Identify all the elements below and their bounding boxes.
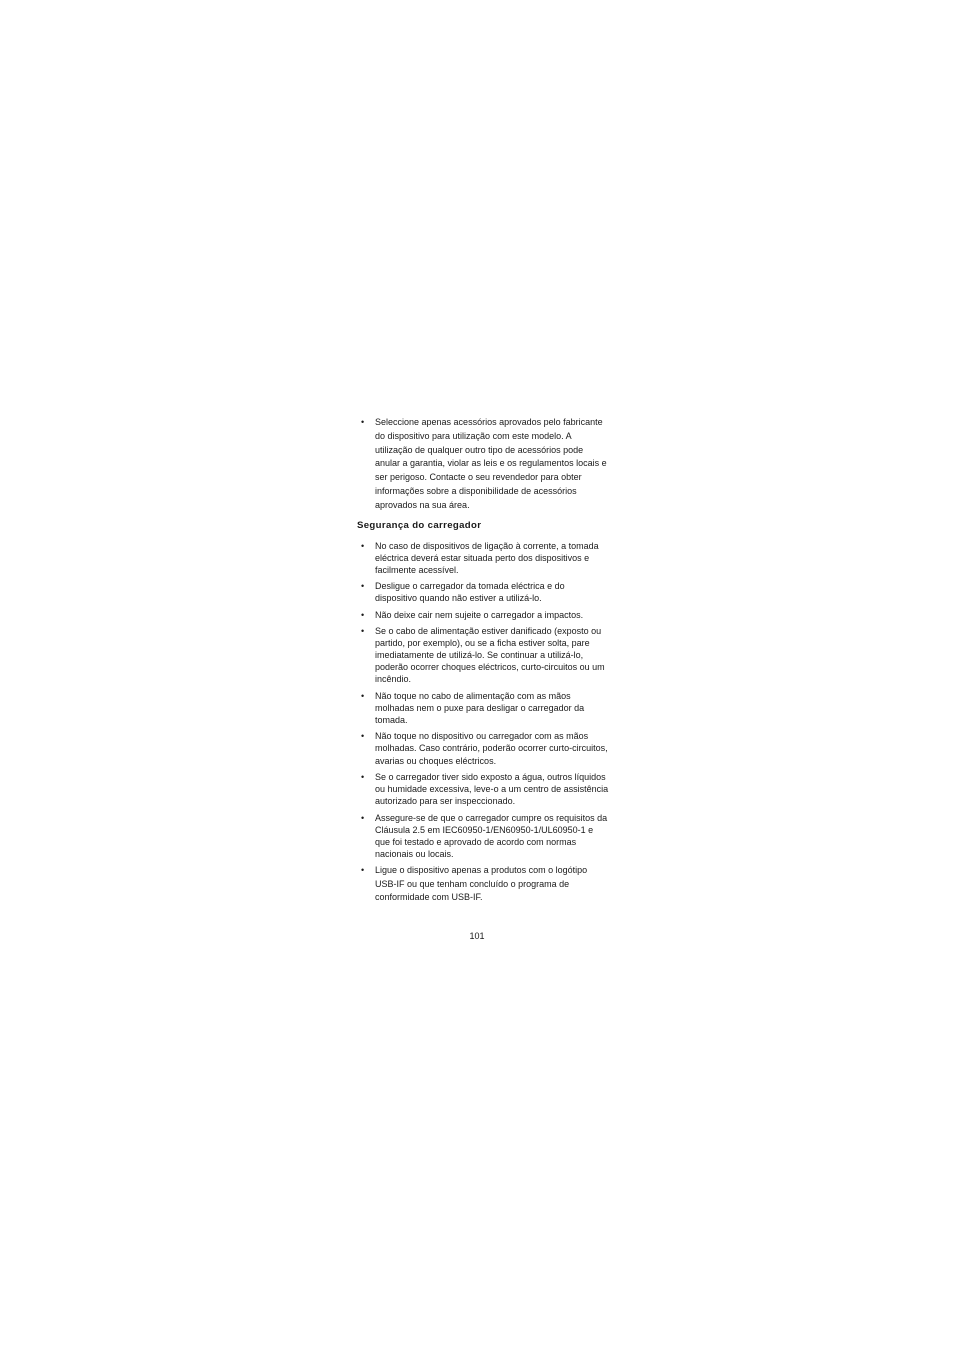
bullet-icon: • [361, 865, 365, 876]
list-item [357, 580, 609, 604]
bullet-icon: • [361, 812, 365, 823]
list-item-text: Não deixe cair nem sujeite o carregador a impactos. [375, 609, 584, 620]
section-heading: Segurança do carregador [357, 519, 482, 531]
list-item [357, 540, 609, 576]
list-item-text: No caso de dispositivos de ligação à corrente, a tomada eléctrica deverá estar situada perto dos dispositivos e facilmente acessível. [375, 540, 599, 575]
page-body [357, 416, 609, 909]
list-item [357, 864, 609, 905]
bullet-icon: • [361, 540, 365, 551]
list-item [357, 609, 609, 621]
bullet-icon: • [361, 609, 365, 620]
charger-safety-list [357, 540, 609, 905]
list-item [357, 771, 609, 807]
list-item-text: Não toque no dispositivo ou carregador com as mãos molhadas. Caso contrário, poderão ocorrer curto-circuitos, avarias ou choques eléctricos. [375, 731, 608, 766]
bullet-icon: • [361, 731, 365, 742]
list-item-text: Ligue o dispositivo apenas a produtos com o logótipo USB-IF ou que tenham concluído o programa de conformidade com USB-IF. [375, 865, 588, 903]
list-item [357, 730, 609, 766]
page-number: 101 [469, 931, 485, 941]
list-item-text: Assegure-se de que o carregador cumpre os requisitos da Cláusula 2.5 em IEC60950-1/EN60950-1/UL60950-1 e que foi testado e aprovado de acordo com normas nacionais ou locais. [375, 812, 608, 859]
bullet-icon: • [361, 690, 365, 701]
bullet-text: Seleccione apenas acessórios aprovados pelo fabricante do dispositivo para utilização com este modelo. A utilização de qualquer outro tipo de acessórios pode anular a garantia, violar as leis e os regulamentos locais e ser perigoso. Contacte o seu revendedor para obter informações sobre a disponibilidade de acessórios aprovados na sua área. [375, 417, 607, 510]
list-item [357, 690, 609, 726]
list-item-text: Desligue o carregador da tomada eléctrica e do dispositivo quando não estiver a utilizá-lo. [375, 581, 565, 604]
list-item [357, 812, 609, 860]
list-item-text: Se o carregador tiver sido exposto a água, outros líquidos ou humidade excessiva, leve-o a um centro de assistência autorizado para ser inspeccionado. [375, 771, 609, 807]
bullet-icon: • [361, 626, 365, 637]
list-item [357, 625, 609, 685]
list-item-text: Não toque no cabo de alimentação com as mãos molhadas nem o puxe para desligar o carregador da tomada. [375, 690, 585, 725]
bullet-icon: • [361, 771, 365, 782]
bullet-icon: • [361, 581, 365, 592]
bullet-icon: • [361, 417, 365, 427]
accessories-bullet [357, 416, 609, 513]
list-item-text: Se o cabo de alimentação estiver danificado (exposto ou partido, por exemplo), ou se a ficha estiver solta, pare imediatamente de utilizá-lo. Se continuar a utilizá-lo, poderão ocorrer choques eléctricos, curto-circuitos ou um incêndio. [375, 626, 605, 685]
